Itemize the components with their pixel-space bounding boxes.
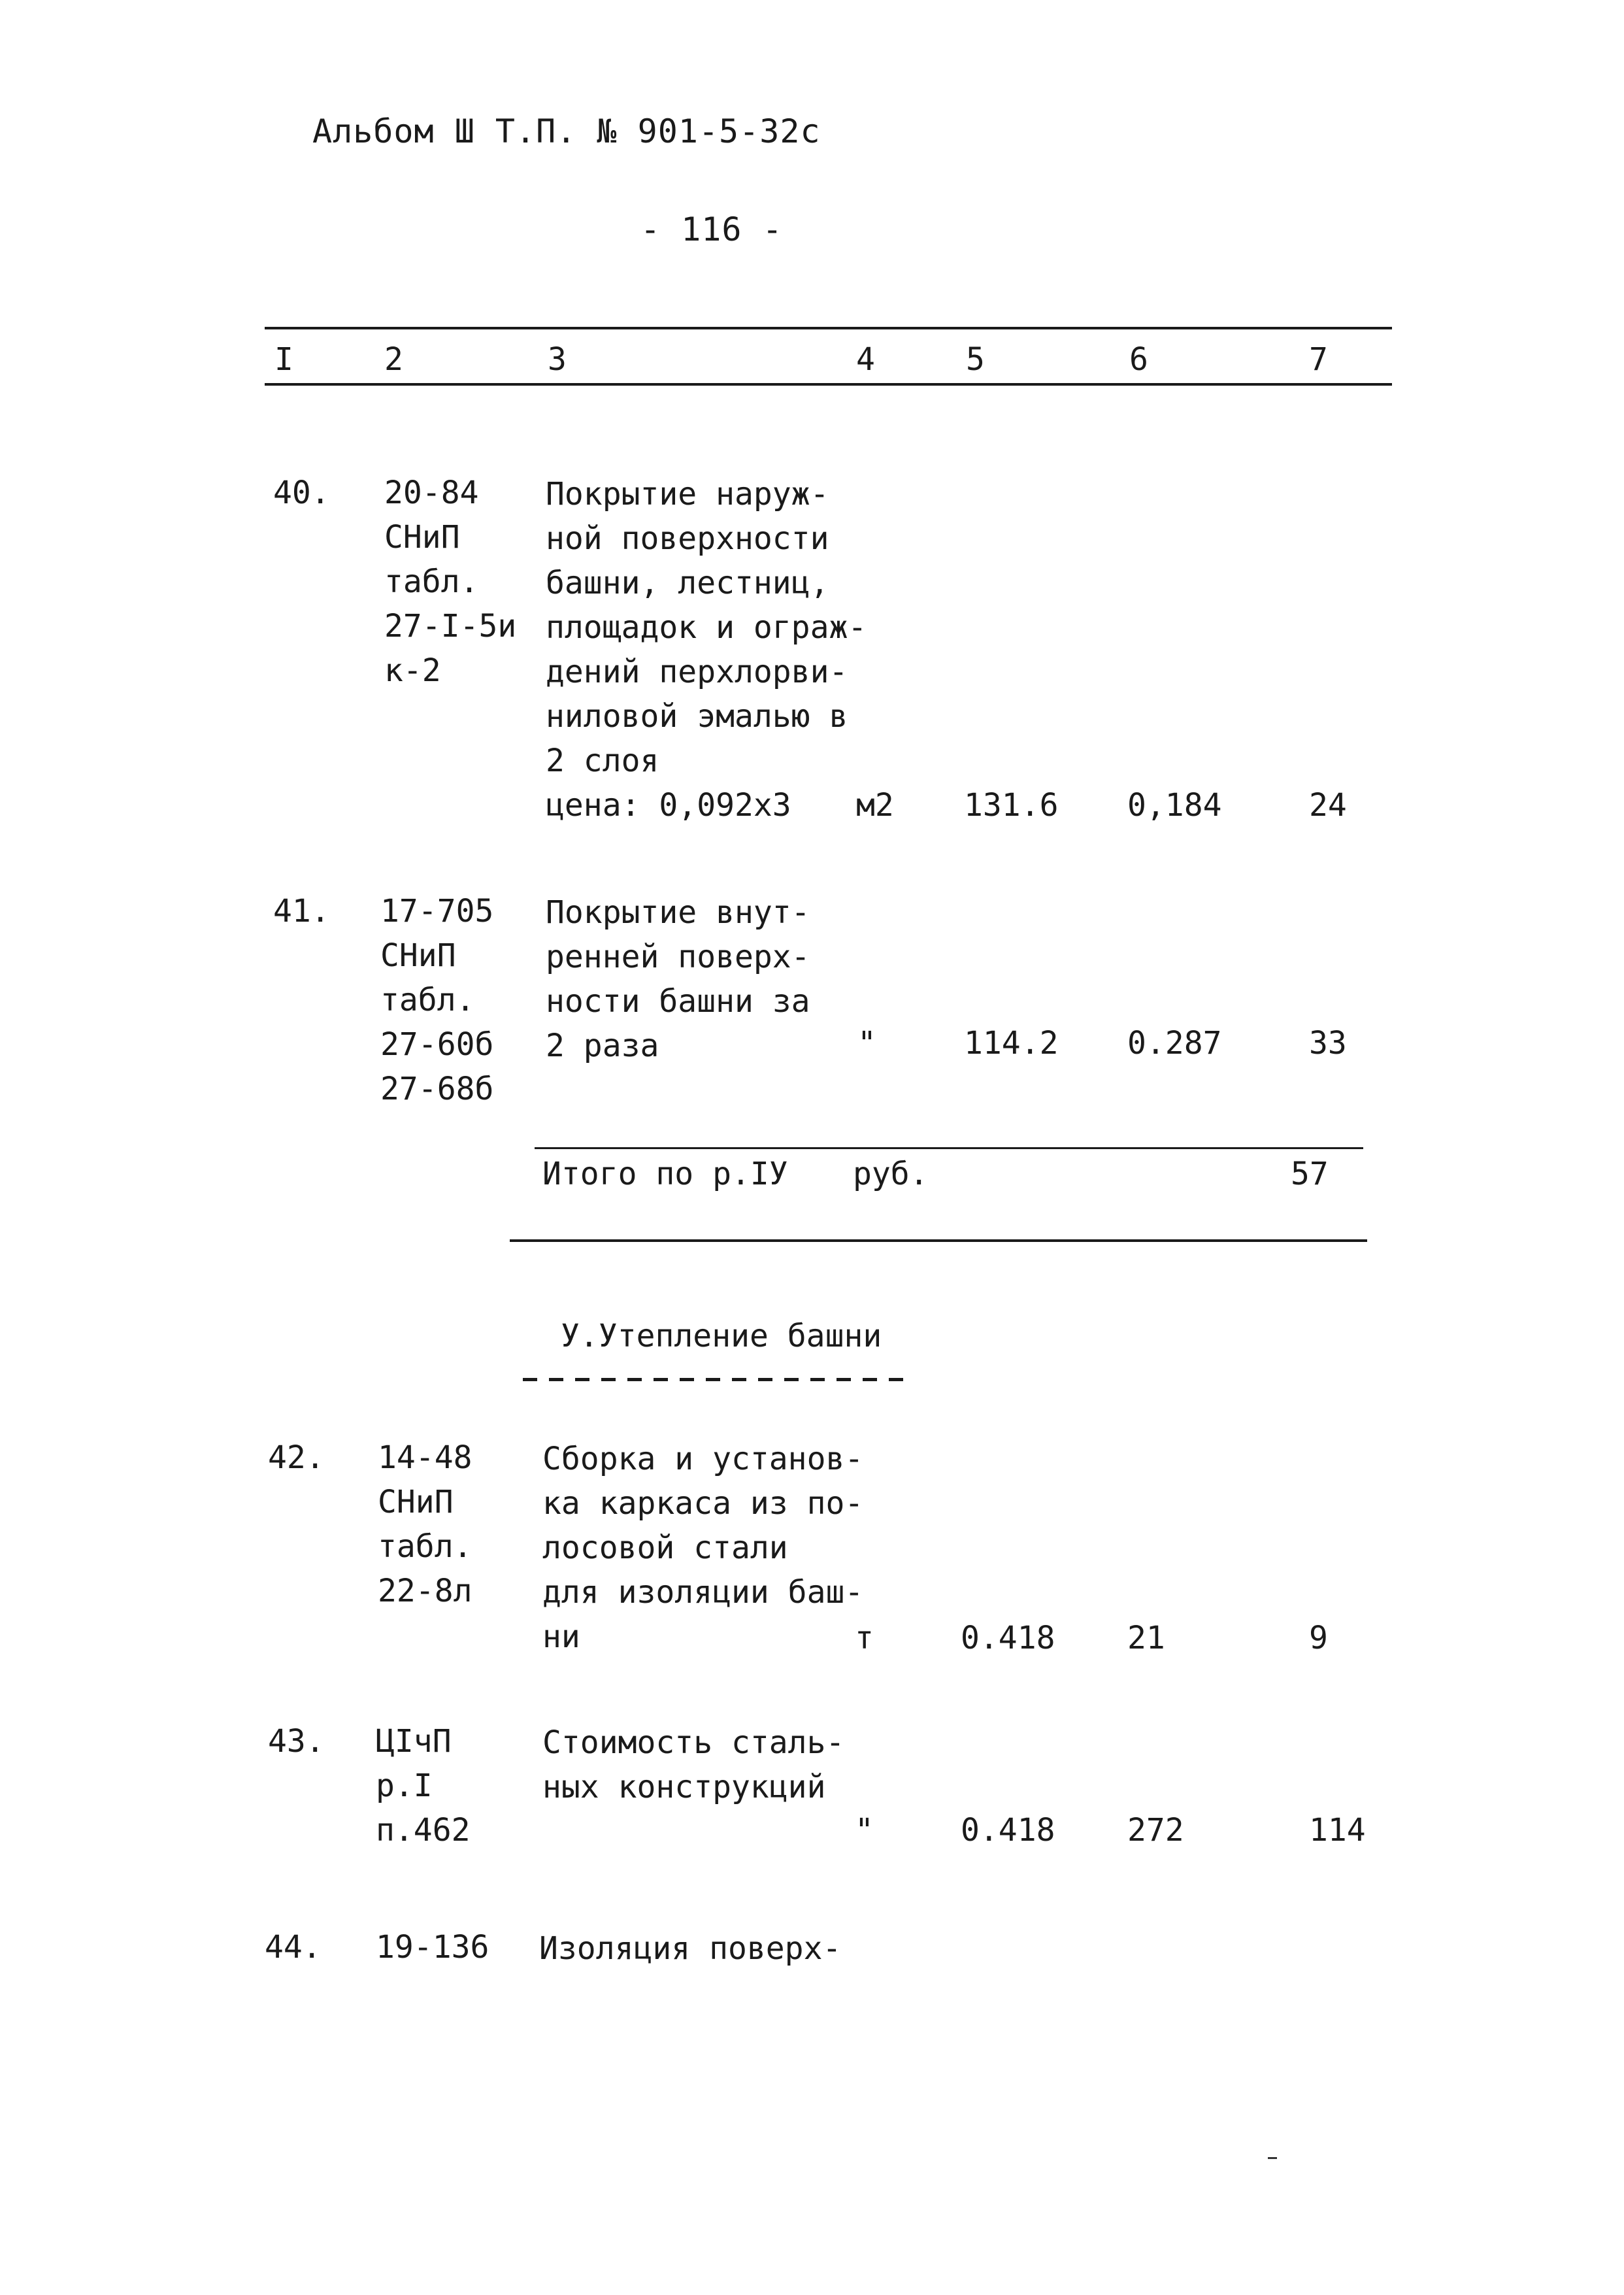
row-unit: т [855,1620,874,1656]
subtotal-total: 57 [1291,1156,1329,1192]
row-unit: " [857,1025,876,1062]
column-header: 3 [548,341,567,378]
section-title: У.Утепление башни [561,1318,882,1354]
row-description: Стоимость сталь- ных конструкций [542,1724,845,1805]
row-quantity: 131.6 [964,787,1059,824]
row-total: 24 [1309,787,1347,824]
row-description: Покрытие наруж- ной поверхности башни, лестниц, площадок и ограж- дений перхлорви- ниловой эмалью в 2 слоя цена: 0,092х3 [546,476,867,824]
column-header: 7 [1309,341,1328,378]
row-total: 33 [1309,1025,1347,1062]
row-reference: ЦIчП р.I п.462 [376,1723,471,1849]
subtotal-label: Итого по р.IУ [542,1156,788,1192]
subtotal-unit: руб. [853,1156,929,1192]
row-total: 114 [1309,1812,1366,1849]
column-header: I [274,341,293,378]
row-quantity: 0.418 [961,1620,1055,1656]
row-unit-price: 272 [1127,1812,1184,1849]
row-quantity: 0.418 [961,1812,1055,1849]
row-unit-price: 0,184 [1127,787,1222,824]
column-header: 4 [856,341,875,378]
row-reference: 19-136 [376,1929,489,1966]
row-reference: 20-84 СНиП табл. 27-I-5и к-2 [384,475,517,689]
row-unit-price: 21 [1127,1620,1165,1656]
row-number: 40. [273,475,330,511]
column-header: 5 [966,341,985,378]
row-unit: м2 [856,787,894,824]
row-total: 9 [1309,1620,1328,1656]
subtotal-top-rule [535,1147,1363,1149]
row-number: 41. [273,893,330,930]
scan-mark [1268,2157,1277,2159]
row-reference: 17-705 СНиП табл. 27-60б 27-68б [380,893,494,1107]
row-number: 44. [265,1929,322,1966]
row-description: Изоляция поверх- [539,1930,842,1967]
album-title: Альбом Ш Т.П. № 901-5-32с [312,112,821,150]
row-unit-price: 0.287 [1127,1025,1222,1062]
table-header-rule [265,383,1392,386]
row-number: 42. [268,1439,325,1476]
column-header: 2 [384,341,403,378]
row-quantity: 114.2 [964,1025,1059,1062]
row-description: Сборка и установ- ка каркаса из по- лосовой стали для изоляции баш- ни [542,1441,864,1655]
row-reference: 14-48 СНиП табл. 22-8л [378,1439,472,1609]
row-unit: " [855,1812,874,1849]
column-header: 6 [1129,341,1148,378]
page-number: - 116 - [640,210,783,248]
subtotal-bottom-rule [510,1239,1367,1242]
row-number: 43. [268,1723,325,1760]
table-top-rule [265,327,1392,329]
row-description: Покрытие внут- ренней поверх- ности башни за 2 раза [546,894,810,1064]
